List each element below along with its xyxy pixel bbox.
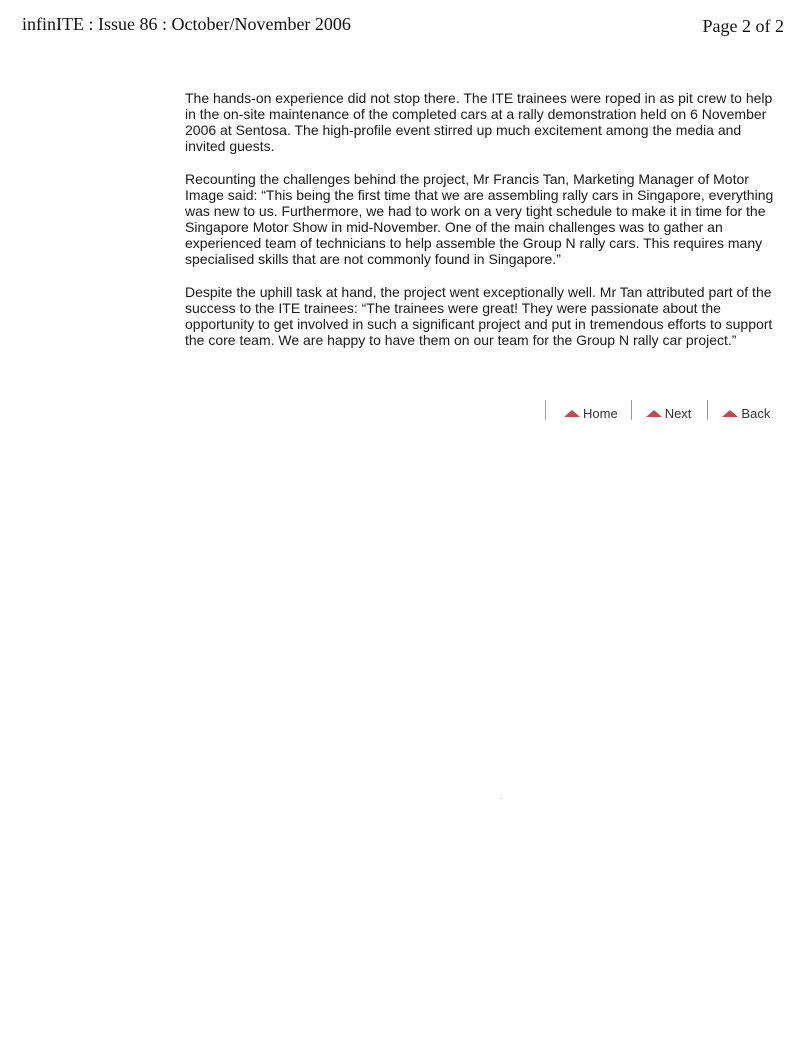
page-navigation (545, 398, 770, 422)
page-number: Page 2 of 2 (702, 16, 784, 36)
page-header (0, 0, 800, 40)
nav-divider (707, 400, 708, 420)
back-label: Back (741, 405, 771, 421)
next-link[interactable] (646, 400, 692, 421)
scan-speck (500, 798, 502, 799)
next-label: Next (664, 405, 692, 421)
triangle-up-icon (722, 410, 738, 417)
article-body (185, 90, 775, 365)
paragraph-3: Despite the uphill task at hand, the project went exceptionally well. Mr Tan attributed part of the success to the ITE trainees: “The trainees were great! They were passionate about the opportunity to get involved in such a significant project and put in tremendous efforts to support the core team. We are happy to have them on our team for the Group N rally car project.” (185, 284, 773, 348)
paragraph-2: Recounting the challenges behind the project, Mr Francis Tan, Marketing Manager of Motor Image said: “This being the first time that we are assembling rally cars in Singapore, everything was new to us. Furthermore, we had to work on a very tight schedule to make it in time for the Singapore Motor Show in mid-November. One of the main challenges was to gather an experienced team of technicians to help assemble the Group N rally cars. This requires many specialised skills that are not commonly found in Singapore.” (185, 171, 774, 267)
nav-divider (545, 400, 546, 420)
nav-divider (631, 400, 632, 420)
paragraph-1: The hands-on experience did not stop there. The ITE trainees were roped in as pit crew to help in the on-site maintenance of the completed cars at a rally demonstration held on 6 November 2006 at Sentosa. The high-profile event stirred up much excitement among the media and invited guests. (185, 90, 773, 154)
home-link[interactable] (564, 400, 618, 421)
triangle-up-icon (564, 410, 580, 417)
issue-info: infinITE : Issue 86 : October/November 2006 (22, 14, 351, 34)
home-label: Home (583, 405, 618, 421)
triangle-up-icon (646, 410, 662, 417)
back-link[interactable] (722, 400, 770, 421)
